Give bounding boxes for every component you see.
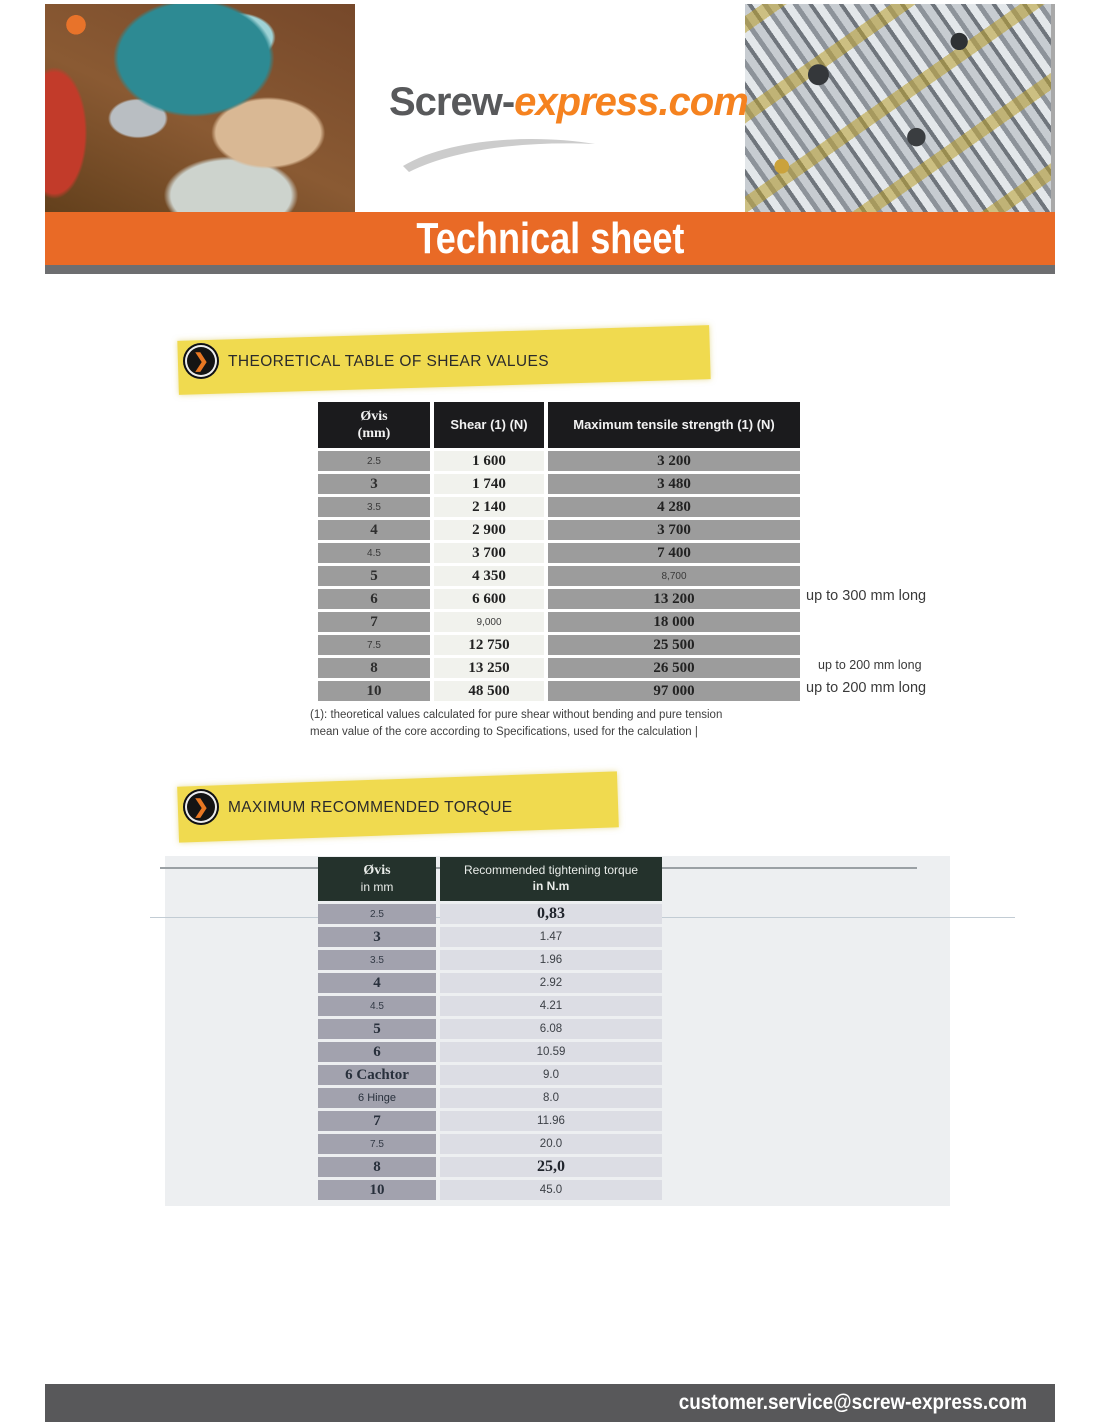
table-cell: 9,000 (434, 612, 544, 632)
header-line: Recommended tightening torque (463, 863, 639, 878)
table-cell: 2 140 (434, 497, 544, 517)
table-cell: 8,700 (548, 566, 800, 586)
table-row (318, 681, 800, 701)
table-body (318, 904, 662, 1200)
table-cell: 18 000 (548, 612, 800, 632)
arrow-bullet-icon: ❯ (183, 789, 219, 825)
table-cell: 10 (318, 681, 430, 701)
header-line: (mm) (357, 426, 391, 441)
table-cell: 25 500 (548, 635, 800, 655)
contact-email: customer.service@screw-express.com (678, 1391, 1027, 1414)
table-cell: 97 000 (548, 681, 800, 701)
torque-section-heading: MAXIMUM RECOMMENDED TORQUE (228, 799, 513, 816)
workbench-photo (45, 4, 355, 212)
column-header-diameter (318, 402, 430, 448)
table-cell: 12 750 (434, 635, 544, 655)
table-cell: 1 600 (434, 451, 544, 471)
screws-photo (745, 4, 1055, 212)
table-row (318, 927, 662, 947)
table-cell: 9.0 (440, 1065, 662, 1085)
table-cell: 3 (318, 927, 436, 947)
table-cell: 6 (318, 1042, 436, 1062)
table-row (318, 543, 800, 563)
table-cell: 6.08 (440, 1019, 662, 1039)
table-cell: 2.92 (440, 973, 662, 993)
column-header-diameter (318, 857, 436, 901)
table-cell: 1 740 (434, 474, 544, 494)
table-row (318, 658, 800, 678)
table-cell: 6 600 (434, 589, 544, 609)
table-cell: 5 (318, 1019, 436, 1039)
column-header-torque (440, 857, 662, 901)
table-cell: 4 (318, 520, 430, 540)
table-cell: 0,83 (440, 904, 662, 924)
table-cell: 26 500 (548, 658, 800, 678)
torque-table (318, 857, 662, 1203)
header-line: in N.m (532, 879, 570, 893)
table-cell: 6 Cachtor (318, 1065, 436, 1085)
table-row (318, 1180, 662, 1200)
table-row (318, 1019, 662, 1039)
table-cell: 3.5 (318, 497, 430, 517)
table-cell: 2.5 (318, 451, 430, 471)
table-footnote (310, 707, 780, 740)
table-row (318, 451, 800, 471)
table-row (318, 566, 800, 586)
table-cell: 20.0 (440, 1134, 662, 1154)
table-row (318, 1042, 662, 1062)
table-cell: 4.5 (318, 996, 436, 1016)
table-row (318, 1111, 662, 1131)
table-row (318, 520, 800, 540)
table-row (318, 589, 800, 609)
table-row (318, 1157, 662, 1177)
table-cell: 7.5 (318, 1134, 436, 1154)
table-cell: 8 (318, 1157, 436, 1177)
length-annotation: up to 200 mm long (818, 658, 922, 672)
logo-swoosh-icon (395, 132, 605, 181)
table-cell: 7.5 (318, 635, 430, 655)
table-cell: 45.0 (440, 1180, 662, 1200)
column-header-tensile: Maximum tensile strength (1) (N) (548, 402, 800, 448)
brand-suffix: express.com (514, 80, 748, 124)
header-line: Øvis (363, 863, 391, 879)
table-cell: 8 (318, 658, 430, 678)
brand-logo (389, 80, 748, 125)
table-row (318, 1065, 662, 1085)
table-cell: 11.96 (440, 1111, 662, 1131)
table-row (318, 635, 800, 655)
table-cell: 7 (318, 1111, 436, 1131)
arrow-bullet-icon: ❯ (183, 343, 219, 379)
table-cell: 4.5 (318, 543, 430, 563)
table-cell: 3 200 (548, 451, 800, 471)
table-cell: 4.21 (440, 996, 662, 1016)
table-row (318, 950, 662, 970)
table-cell: 3 700 (548, 520, 800, 540)
table-row (318, 474, 800, 494)
table-row (318, 904, 662, 924)
column-header-shear: Shear (1) (N) (434, 402, 544, 448)
table-header-row (318, 857, 662, 901)
table-cell: 4 350 (434, 566, 544, 586)
table-header-row (318, 402, 800, 448)
brand-prefix: Screw- (389, 80, 515, 124)
table-cell: 13 200 (548, 589, 800, 609)
table-cell: 1.47 (440, 927, 662, 947)
footnote-line: mean value of the core according to Specifications, used for the calculation | (310, 725, 698, 738)
table-cell: 7 (318, 612, 430, 632)
table-cell: 2.5 (318, 904, 436, 924)
length-annotation: up to 300 mm long (806, 588, 927, 604)
table-cell: 3 (318, 474, 430, 494)
shear-section-heading: THEORETICAL TABLE OF SHEAR VALUES (228, 353, 549, 370)
banner-underbar (45, 265, 1055, 274)
table-cell: 10.59 (440, 1042, 662, 1062)
header (45, 4, 1055, 212)
table-cell: 4 (318, 973, 436, 993)
table-cell: 3.5 (318, 950, 436, 970)
table-cell: 4 280 (548, 497, 800, 517)
shear-values-table (318, 402, 800, 704)
table-cell: 2 900 (434, 520, 544, 540)
footer-bar (45, 1384, 1055, 1422)
table-row (318, 612, 800, 632)
table-row (318, 497, 800, 517)
table-cell: 13 250 (434, 658, 544, 678)
table-row (318, 996, 662, 1016)
table-body (318, 451, 800, 701)
table-cell: 3 700 (434, 543, 544, 563)
page-title: Technical sheet (415, 213, 685, 263)
table-cell: 3 480 (548, 474, 800, 494)
table-cell: 1.96 (440, 950, 662, 970)
table-cell: 5 (318, 566, 430, 586)
header-line: in mm (360, 880, 394, 895)
length-annotation: up to 200 mm long (806, 680, 927, 696)
table-cell: 7 400 (548, 543, 800, 563)
table-row (318, 1088, 662, 1108)
header-line: Øvis (360, 408, 388, 424)
footnote-line: (1): theoretical values calculated for pure shear without bending and pure tension (310, 709, 723, 721)
table-cell: 6 Hinge (318, 1088, 436, 1108)
table-row (318, 973, 662, 993)
table-cell: 6 (318, 589, 430, 609)
table-cell: 25,0 (440, 1157, 662, 1177)
table-row (318, 1134, 662, 1154)
title-banner (45, 212, 1055, 265)
logo-panel (355, 4, 748, 212)
table-cell: 10 (318, 1180, 436, 1200)
table-cell: 8.0 (440, 1088, 662, 1108)
table-cell: 48 500 (434, 681, 544, 701)
